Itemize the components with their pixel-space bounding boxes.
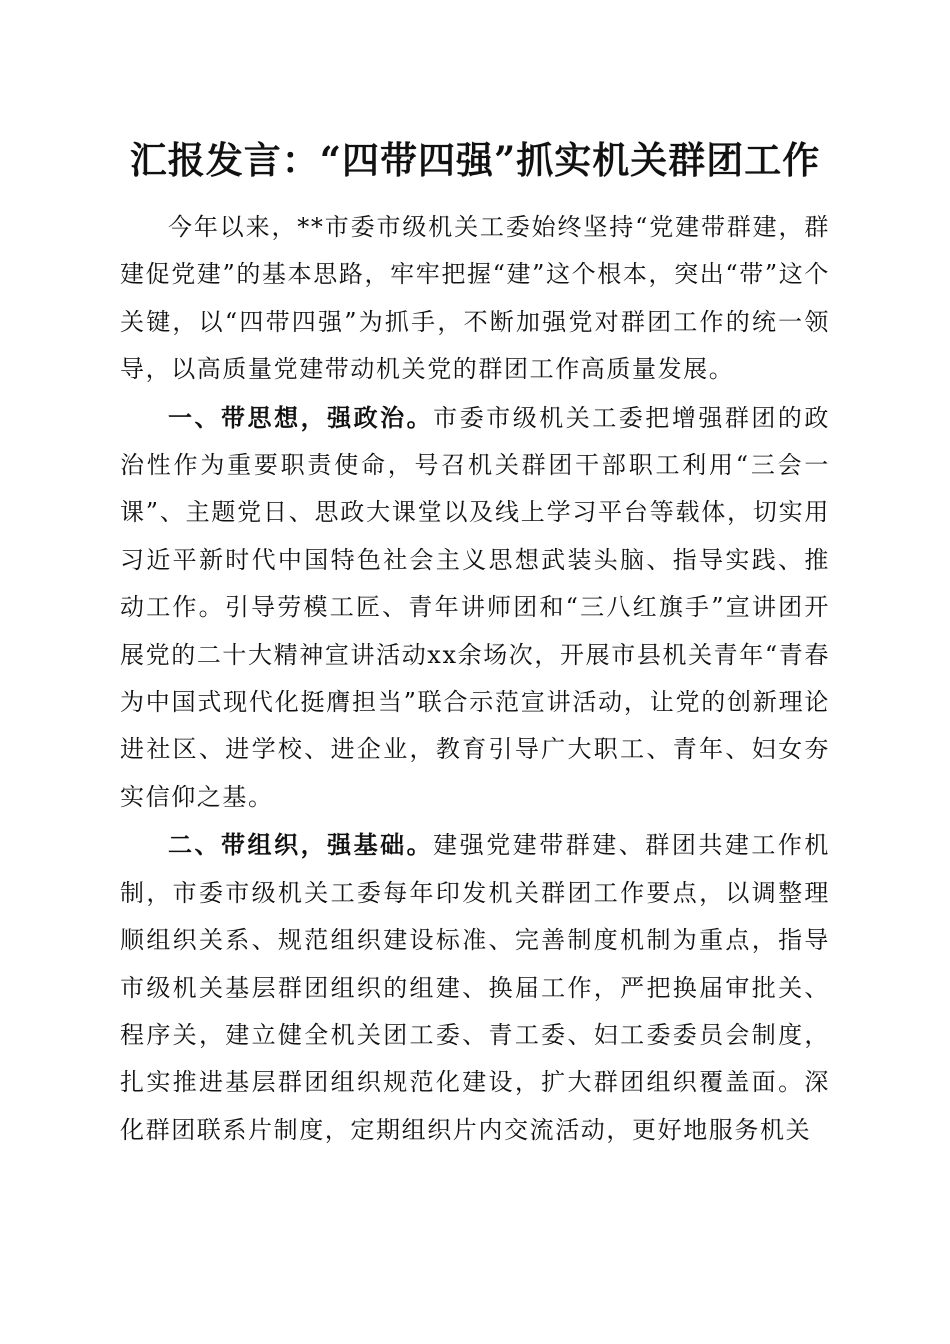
paragraph-text: 市委市级机关工委把增强群团的政治性作为重要职责使命，号召机关群团干部职工利用“三会一课”、主题党日、思政大课堂以及线上学习平台等载体，切实用习近平新时代中国特色社会主义思想武装头脑、指导实践、推动工作。引导劳模工匠、青年讲师团和“三八红旗手”宣讲团开展党的二十大精神宣讲活动xx余场次，开展市县机关青年“青春为中国式现代化挺膺担当”联合示范宣讲活动，让党的创新理论进社区、进学校、进企业，教育引导广大职工、青年、妇女夯实信仰之基。	[120, 403, 831, 811]
section-heading: 一、带思想，强政治。	[168, 402, 434, 432]
document-title: 汇报发言：“四带四强”抓实机关群团工作	[129, 138, 821, 182]
paragraph-text: 建强党建带群建、群团共建工作机制，市委市级机关工委每年印发机关群团工作要点，以调整理顺组织关系、规范组织建设标准、完善制度机制为重点，指导市级机关基层群团组织的组建、换届工作，严把换届审批关、程序关，建立健全机关团工委、青工委、妇工委委员会制度，扎实推进基层群团组织规范化建设，扩大群团组织覆盖面。深化群团联系片制度，定期组织片内交流活动，更好地服务机关	[120, 831, 831, 1144]
paragraph-section-2	[120, 821, 830, 1154]
section-heading: 二、带组织，强基础。	[168, 830, 434, 860]
document-body	[120, 204, 830, 1154]
paragraph-text: 今年以来，**市委市级机关工委始终坚持“党建带群建，群建促党建”的基本思路，牢牢把握“建”这个根本，突出“带”这个关键，以“四带四强”为抓手，不断加强党对群团工作的统一领导，以高质量党建带动机关党的群团工作高质量发展。	[120, 213, 830, 384]
paragraph-section-1	[120, 394, 830, 822]
paragraph-intro	[120, 204, 830, 394]
